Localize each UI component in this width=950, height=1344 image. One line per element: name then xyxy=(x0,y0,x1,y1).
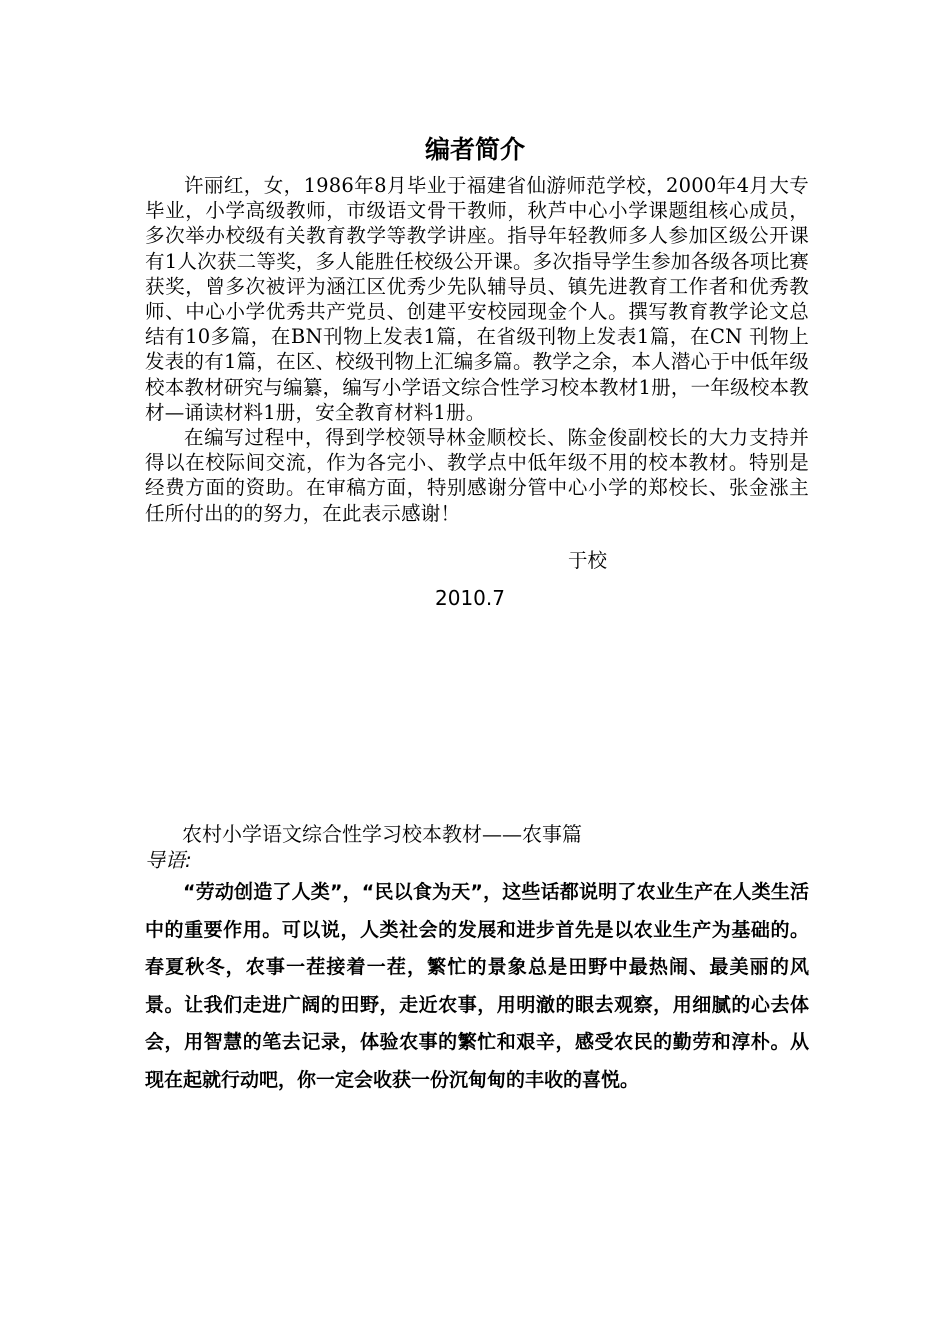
guide-label: 导语: xyxy=(145,848,192,872)
chapter-title: 农村小学语文综合性学习校本教材——农事篇 xyxy=(182,822,582,846)
author-introduction xyxy=(145,173,809,526)
intro-paragraph-acknowledgement: 在编写过程中，得到学校领导林金顺校长、陈金俊副校长的大力支持并得以在校际间交流，作为各完小、教学点中低年级不用的校本教材。特别是经费方面的资助。在审稿方面，特别感谢分管中心小学的郑校长、张金涨主任所付出的的努力，在此表示感谢！ xyxy=(145,426,809,525)
preface-title: 编者简介 xyxy=(424,135,525,164)
signature: 于校 xyxy=(568,549,608,572)
intro-paragraph-author: 许丽红，女，1986年8月毕业于福建省仙游师范学校，2000年4月大专毕业，小学高级教师，市级语文骨干教师，秋芦中心小学课题组核心成员，多次举办校级有关教育教学等教学讲座。指导年轻教师多人参加区级公开课有1人次获二等奖，多人能胜任校级公开课。多次指导学生参加各级各项比赛获奖，曾多次被评为涵江区优秀少先队辅导员、镇先进教育工作者和优秀教师、中心小学优秀共产党员、创建平安校园现金个人。撰写教育教学论文总结有10多篇，在BN刊物上发表1篇，在省级刊物上发表1篇，在CN 刊物上发表的有1篇，在区、校级刊物上汇编多篇。教学之余，本人潜心于中低年级校本教材研究与编纂，编写小学语文综合性学习校本教材1册，一年级校本教材—诵读材料1册，安全教育材料1册。 xyxy=(145,174,809,424)
guide-paragraph: “劳动创造了人类”，“民以食为天”，这些话都说明了农业生产在人类生活中的重要作用。可以说，人类社会的发展和进步首先是以农业生产为基础的。春夏秋冬，农事一茬接着一茬，繁忙的景象总是田野中最热闹、最美丽的风景。让我们走进广阔的田野，走近农事，用明澈的眼去观察，用细腻的心去体会，用智慧的笔去记录，体验农事的繁忙和艰辛，感受农民的勤劳和淳朴。从现在起就行动吧，你一定会收获一份沉甸甸的丰收的喜悦。 xyxy=(145,881,809,1091)
date: 2010.7 xyxy=(435,586,505,610)
